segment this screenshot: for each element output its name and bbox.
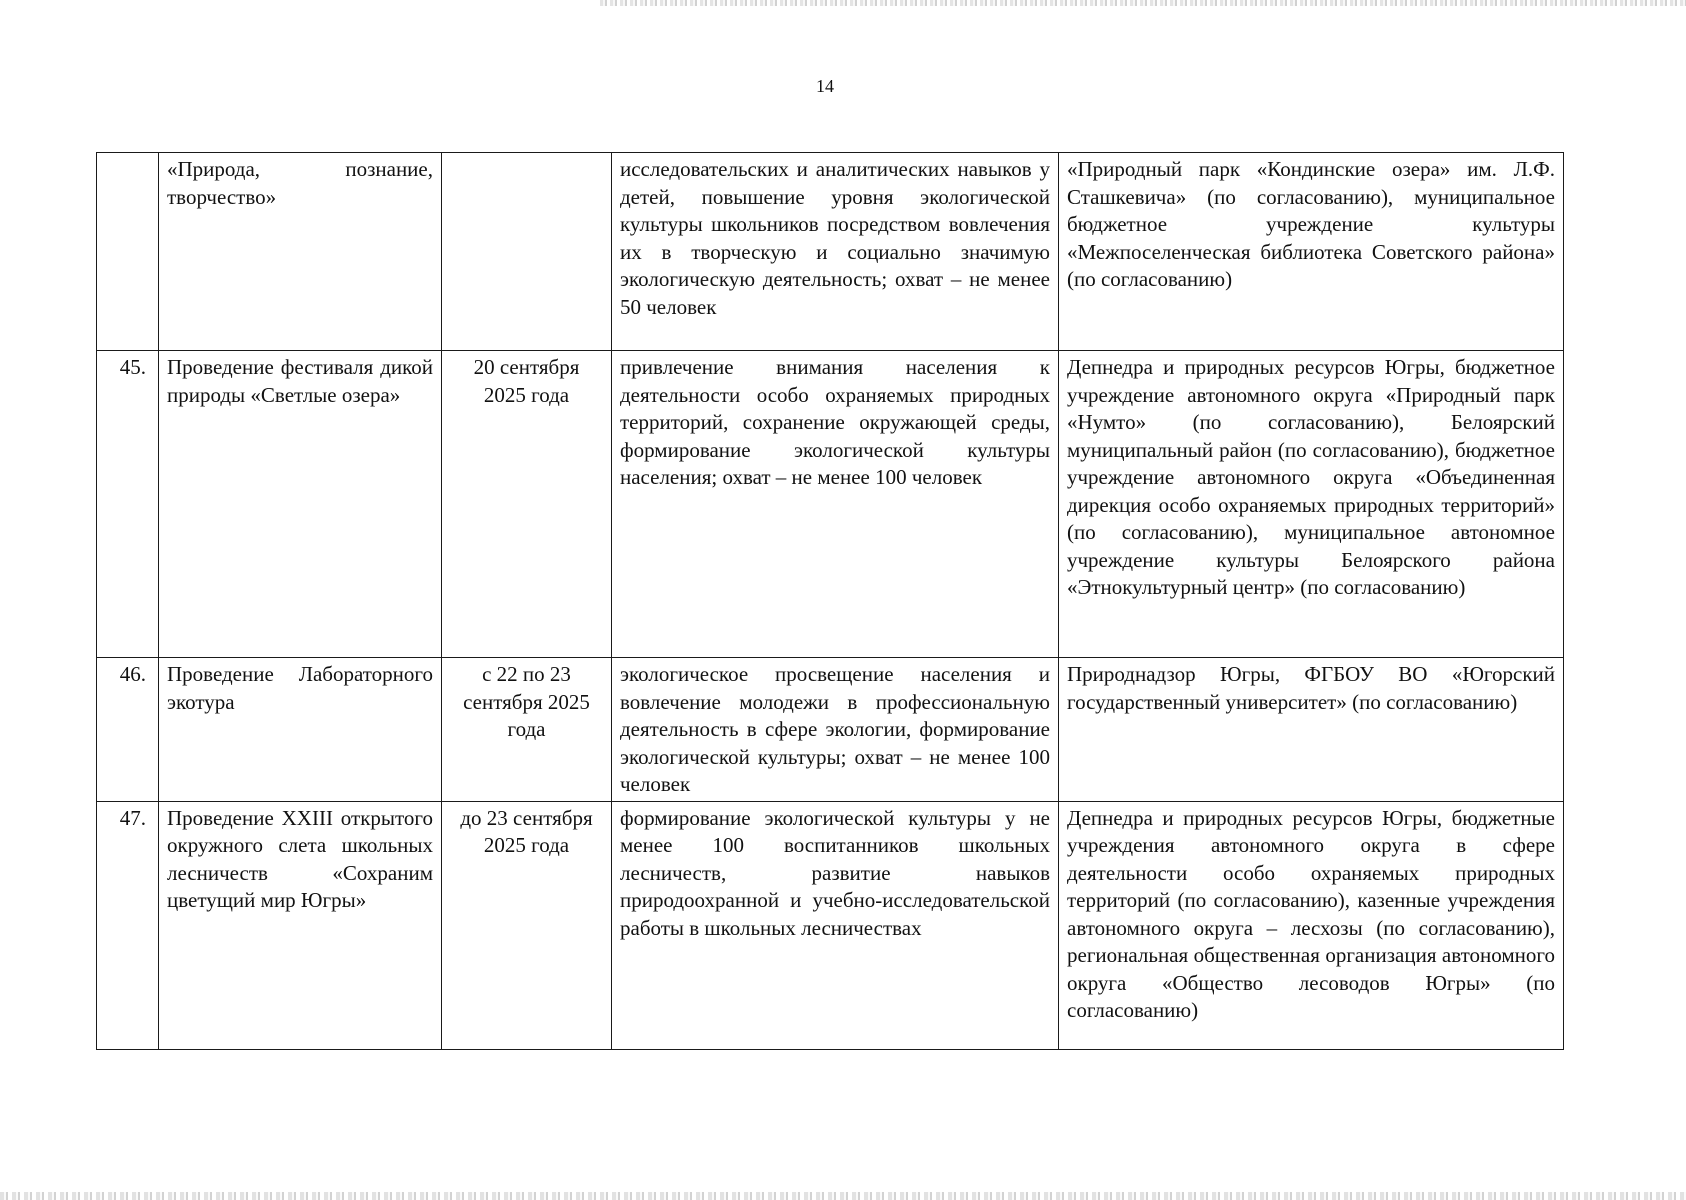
row-number: [97, 153, 159, 351]
scan-edge-bottom: [0, 1192, 1686, 1200]
event-name: «Природа, познание, творчество»: [159, 153, 442, 351]
row-number: 47.: [97, 801, 159, 1049]
scan-edge-top: [600, 0, 1686, 6]
page-number: 14: [816, 76, 834, 96]
row-number: 45.: [97, 351, 159, 658]
event-goal: формирование экологической культуры у не менее 100 воспитанников школьных лесничеств, развитие навыков природоохранной и учебно-исследовательской работы в школьных лесничествах: [612, 801, 1059, 1049]
event-goal: привлечение внимания населения к деятельности особо охраняемых природных территорий, сохранение окружающей среды, формирование экологической культуры населения; охват – не менее 100 человек: [612, 351, 1059, 658]
event-date: с 22 по 23 сентября 2025 года: [442, 658, 612, 802]
event-date: [442, 153, 612, 351]
event-name: Проведение XXIII открытого окружного слета школьных лесничеств «Сохраним цветущий мир Югры»: [159, 801, 442, 1049]
event-responsible: «Природный парк «Кондинские озера» им. Л.Ф. Сташкевича» (по согласованию), муниципальное бюджетное учреждение культуры «Межпоселенческая библиотека Советского района» (по согласованию): [1059, 153, 1564, 351]
event-responsible: Природнадзор Югры, ФГБОУ ВО «Югорский государственный университет» (по согласованию): [1059, 658, 1564, 802]
row-number: 46.: [97, 658, 159, 802]
event-name: Проведение фестиваля дикой природы «Светлые озера»: [159, 351, 442, 658]
events-table: [96, 152, 1564, 1050]
table-row: [97, 801, 1564, 1049]
event-goal: исследовательских и аналитических навыков у детей, повышение уровня экологической культуры школьников посредством вовлечения их в творческую и социально значимую экологическую деятельность; охват – не менее 50 человек: [612, 153, 1059, 351]
table-row: [97, 153, 1564, 351]
table-row: [97, 351, 1564, 658]
table-row: [97, 658, 1564, 802]
event-responsible: Депнедра и природных ресурсов Югры, бюджетное учреждение автономного округа «Природный парк «Нумто» (по согласованию), Белоярский муниципальный район (по согласованию), бюджетное учреждение автономного округа «Объединенная дирекция особо охраняемых природных территорий» (по согласованию), муниципальное автономное учреждение культуры Белоярского района «Этнокультурный центр» (по согласованию): [1059, 351, 1564, 658]
event-name: Проведение Лабораторного экотура: [159, 658, 442, 802]
event-date: 20 сентября 2025 года: [442, 351, 612, 658]
event-goal: экологическое просвещение населения и вовлечение молодежи в профессиональную деятельность в сфере экологии, формирование экологической культуры; охват – не менее 100 человек: [612, 658, 1059, 802]
event-responsible: Депнедра и природных ресурсов Югры, бюджетные учреждения автономного округа в сфере деятельности особо охраняемых природных территорий (по согласованию), казенные учреждения автономного округа – лесхозы (по согласованию), региональная общественная организация автономного округа «Общество лесоводов Югры» (по согласованию): [1059, 801, 1564, 1049]
event-date: до 23 сентября 2025 года: [442, 801, 612, 1049]
